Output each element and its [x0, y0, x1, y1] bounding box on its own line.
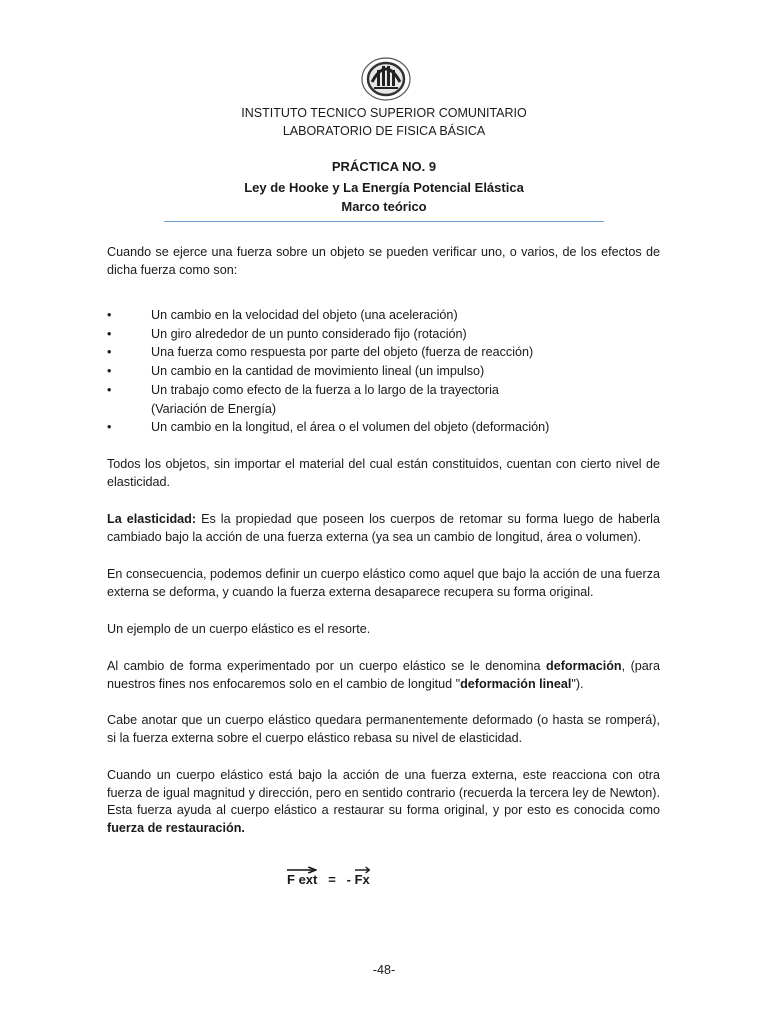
force-subscript: ext [294, 872, 318, 887]
institution-name: INSTITUTO TECNICO SUPERIOR COMUNITARIO [241, 106, 527, 120]
list-item-continuation: (Variación de Energía) [151, 401, 277, 416]
list-item-text: Un cambio en la cantidad de movimiento lineal (un impulso) [151, 364, 485, 379]
list-item [107, 343, 667, 362]
vector-arrow-icon [355, 866, 370, 874]
title-divider [164, 221, 604, 222]
elasticity-definition: Es la propiedad que poseen los cuerpos de retomar su forma luego de haberla cambiado bajo la acción de una fuerza externa (ya sea un cambio de longitud, área o volumen). [107, 512, 660, 544]
restoration-text: Cuando un cuerpo elástico está bajo la acción de una fuerza externa, este reacciona con otra fuerza de igual magnitud y dirección, pero en sentido contrario (recuerda la tercera ley de Newton). Esta fuerza ayuda al cuerpo elástico a restaurar su forma original, y por esto es conocida como [107, 768, 660, 817]
effects-list [107, 306, 667, 437]
deformation-text-3: "). [571, 676, 584, 691]
section-title: Marco teórico [341, 199, 427, 214]
deformation-paragraph [107, 658, 660, 693]
equals-sign: = [317, 872, 347, 887]
bullet-icon: • [107, 420, 112, 435]
list-item [107, 325, 667, 344]
elasticity-term: La elasticidad: [107, 512, 197, 526]
external-force-vector [287, 872, 317, 887]
force-symbol: F [287, 872, 295, 887]
list-item [107, 362, 667, 381]
deformation-text-1: Al cambio de forma experimentado por un cuerpo elástico se le denomina [107, 659, 547, 673]
restoring-force-symbol: Fx [354, 872, 370, 887]
bullet-icon: • [107, 326, 112, 341]
list-item-text: Un cambio en la longitud, el área o el volumen del objeto (deformación) [151, 420, 550, 435]
permanent-deformation-paragraph: Cabe anotar que un cuerpo elástico quedara permanentemente deformado (o hasta se romperá), si la fuerza externa sobre el cuerpo elástico rebasa su nivel de elasticidad. [107, 713, 660, 745]
practice-subject: Ley de Hooke y La Energía Potencial Elástica [244, 180, 524, 195]
bullet-icon: • [107, 364, 112, 379]
institution-logo-icon [360, 52, 412, 102]
list-item [107, 306, 667, 325]
list-item-text: Una fuerza como respuesta por parte del objeto (fuerza de reacción) [151, 345, 534, 360]
lab-name: LABORATORIO DE FISICA BÁSICA [282, 124, 486, 138]
list-item [107, 381, 667, 418]
list-item-text: Un cambio en la velocidad del objeto (una aceleración) [151, 308, 458, 322]
restoration-term: fuerza de restauración. [107, 820, 245, 835]
bullet-icon: • [107, 308, 112, 322]
hooke-formula [287, 872, 370, 887]
list-item [107, 418, 667, 437]
list-item-text: Un giro alrededor de un punto considerado fijo (rotación) [151, 326, 467, 341]
practice-number: PRÁCTICA NO. 9 [331, 159, 437, 174]
deformation-text-2: , (para nuestros fines nos enfocaremos solo en el cambio de longitud " [107, 659, 660, 691]
objects-paragraph: Todos los objetos, sin importar el material del cual están constituidos, cuentan con cierto nivel de elasticidad. [107, 457, 660, 489]
restoring-force-vector [355, 872, 370, 887]
deformation-term: deformación [546, 659, 622, 673]
bullet-icon: • [107, 382, 112, 397]
consequence-paragraph: En consecuencia, podemos definir un cuerpo elástico como aquel que bajo la acción de una fuerza externa se deforma, y cuando la fuerza externa desaparece recupera su forma original. [107, 567, 660, 599]
intro-paragraph: Cuando se ejerce una fuerza sobre un objeto se pueden verificar uno, o varios, de los efectos de dicha fuerza como son: [107, 245, 660, 277]
page-number: -48- [372, 963, 396, 977]
elasticity-paragraph [107, 511, 660, 546]
restoration-paragraph [107, 767, 660, 837]
example-paragraph: Un ejemplo de un cuerpo elástico es el resorte. [107, 622, 371, 636]
minus-sign: - [346, 872, 355, 887]
list-item-text: Un trabajo como efecto de la fuerza a lo largo de la trayectoria [151, 382, 499, 397]
bullet-icon: • [107, 345, 112, 360]
vector-arrow-icon [287, 866, 317, 874]
linear-deformation-term: deformación lineal [460, 676, 572, 691]
